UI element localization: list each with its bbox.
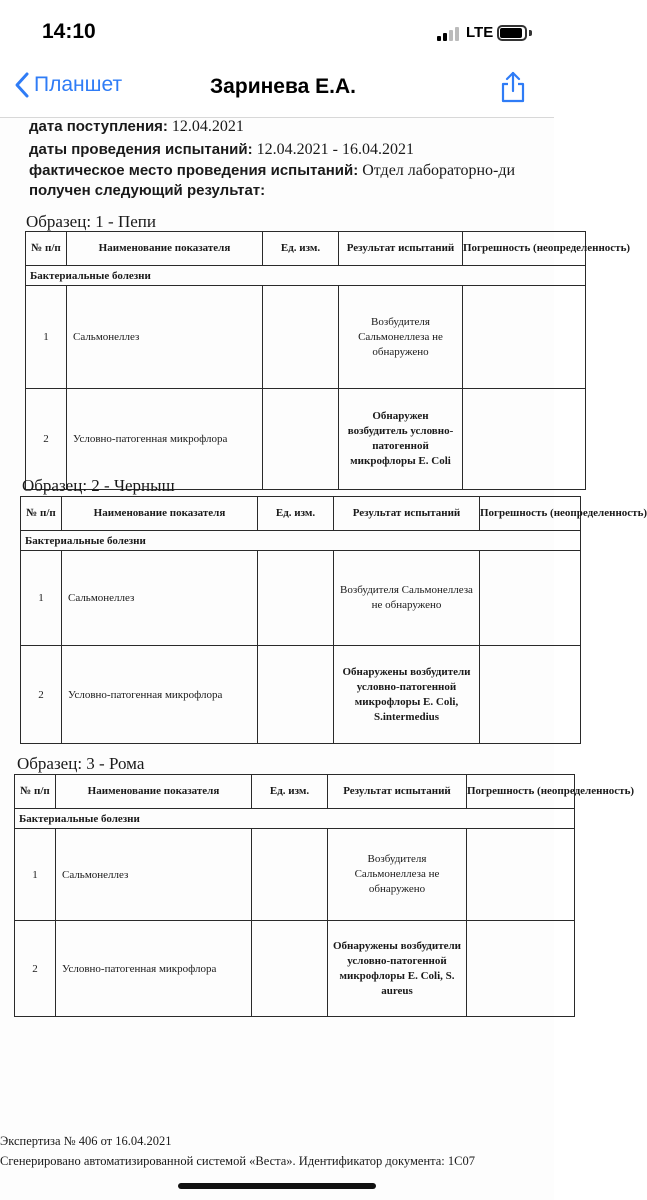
- received-date-line: [29, 118, 244, 136]
- category-row: Бактериальные болезни: [26, 266, 586, 286]
- result-cell: Обнаружен возбудитель условно-патогенной микрофлоры E. Coli: [339, 389, 463, 490]
- document-view[interactable]: [0, 118, 647, 1200]
- table-row: [15, 921, 575, 1017]
- column-header-result: Результат испытаний: [334, 497, 480, 531]
- column-header-unit: Ед. изм.: [263, 232, 339, 266]
- indicator-name: Сальмонеллез: [62, 551, 258, 646]
- battery-icon: [497, 25, 527, 41]
- result-cell: Обнаружены возбудители условно-патогенной микрофлоры E. Coli, S.intermedius: [334, 646, 480, 744]
- result-cell: Возбудителя Сальмонеллеза не обнаружено: [328, 829, 467, 921]
- unit-cell: [252, 921, 328, 1017]
- column-header-error: Погрешность (неопределенность): [480, 497, 581, 531]
- share-button[interactable]: [498, 70, 528, 104]
- cellular-signal-icon: [437, 27, 461, 41]
- received-date-value: 12.04.2021: [171, 118, 244, 135]
- table-row: [15, 829, 575, 921]
- column-header-num: № п/п: [15, 775, 56, 809]
- error-cell: [467, 921, 575, 1017]
- test-dates-label: даты проведения испытаний:: [29, 141, 253, 158]
- battery-cap: [529, 30, 532, 36]
- indicator-name: Сальмонеллез: [56, 829, 252, 921]
- row-number: 2: [26, 389, 67, 490]
- test-place-line: [29, 162, 515, 180]
- unit-cell: [258, 551, 334, 646]
- result-intro: получен следующий результат:: [29, 182, 266, 199]
- results-table: [14, 774, 635, 1017]
- column-header-error: Погрешность (неопределенность): [463, 232, 586, 266]
- row-number: 1: [15, 829, 56, 921]
- unit-cell: [263, 389, 339, 490]
- result-cell: Возбудителя Сальмонеллеза не обнаружено: [339, 286, 463, 389]
- column-header-name: Наименование показателя: [56, 775, 252, 809]
- test-place-label: фактическое место проведения испытаний:: [29, 162, 359, 179]
- table-header-row: [21, 497, 581, 531]
- error-cell: [467, 829, 575, 921]
- indicator-name: Условно-патогенная микрофлора: [56, 921, 252, 1017]
- column-header-result: Результат испытаний: [328, 775, 467, 809]
- row-number: 1: [26, 286, 67, 389]
- error-cell: [463, 286, 586, 389]
- indicator-name: Сальмонеллез: [67, 286, 263, 389]
- received-date-label: дата поступления:: [29, 118, 168, 135]
- table-header-row: [15, 775, 575, 809]
- column-header-result: Результат испытаний: [339, 232, 463, 266]
- category-row: Бактериальные болезни: [15, 809, 575, 829]
- unit-cell: [252, 829, 328, 921]
- generated-line: Сгенерировано автоматизированной системой «Веста». Идентификатор документа: 1C07: [0, 1154, 475, 1168]
- column-header-unit: Ед. изм.: [252, 775, 328, 809]
- sample-title: Образец: 2 - Черныш: [22, 476, 175, 495]
- network-type: LTE: [466, 24, 494, 41]
- results-table: [25, 231, 631, 490]
- table-header-row: [26, 232, 586, 266]
- result-cell: Обнаружены возбудители условно-патогенной микрофлоры E. Coli, S. aureus: [328, 921, 467, 1017]
- unit-cell: [263, 286, 339, 389]
- error-cell: [480, 551, 581, 646]
- column-header-name: Наименование показателя: [67, 232, 263, 266]
- table-row: [26, 286, 586, 389]
- status-time: 14:10: [42, 20, 96, 43]
- expertise-line: Экспертиза № 406 от 16.04.2021: [0, 1134, 172, 1148]
- error-cell: [480, 646, 581, 744]
- error-cell: [463, 389, 586, 490]
- status-bar: [0, 0, 554, 60]
- column-header-name: Наименование показателя: [62, 497, 258, 531]
- row-number: 2: [15, 921, 56, 1017]
- indicator-name: Условно-патогенная микрофлора: [67, 389, 263, 490]
- column-header-num: № п/п: [21, 497, 62, 531]
- home-indicator[interactable]: [178, 1183, 376, 1189]
- column-header-error: Погрешность (неопределенность): [467, 775, 575, 809]
- share-icon: [498, 70, 528, 104]
- row-number: 2: [21, 646, 62, 744]
- page-title: Заринева Е.А.: [210, 75, 356, 98]
- table-row: [26, 389, 586, 490]
- column-header-unit: Ед. изм.: [258, 497, 334, 531]
- result-cell: Возбудителя Сальмонеллеза не обнаружено: [334, 551, 480, 646]
- sample-title: Образец: 1 - Пепи: [26, 212, 156, 231]
- navigation-bar: [0, 60, 554, 118]
- test-dates-line: [29, 141, 414, 159]
- indicator-name: Условно-патогенная микрофлора: [62, 646, 258, 744]
- column-header-num: № п/п: [26, 232, 67, 266]
- back-button-label: Планшет: [34, 73, 123, 96]
- test-dates-value: 12.04.2021 - 16.04.2021: [256, 141, 414, 158]
- table-row: [21, 646, 581, 744]
- table-row: [21, 551, 581, 646]
- test-place-value: Отдел лабораторно-ди: [362, 162, 516, 179]
- row-number: 1: [21, 551, 62, 646]
- results-table: [20, 496, 647, 744]
- sample-title: Образец: 3 - Рома: [17, 754, 145, 773]
- unit-cell: [258, 646, 334, 744]
- category-row: Бактериальные болезни: [21, 531, 581, 551]
